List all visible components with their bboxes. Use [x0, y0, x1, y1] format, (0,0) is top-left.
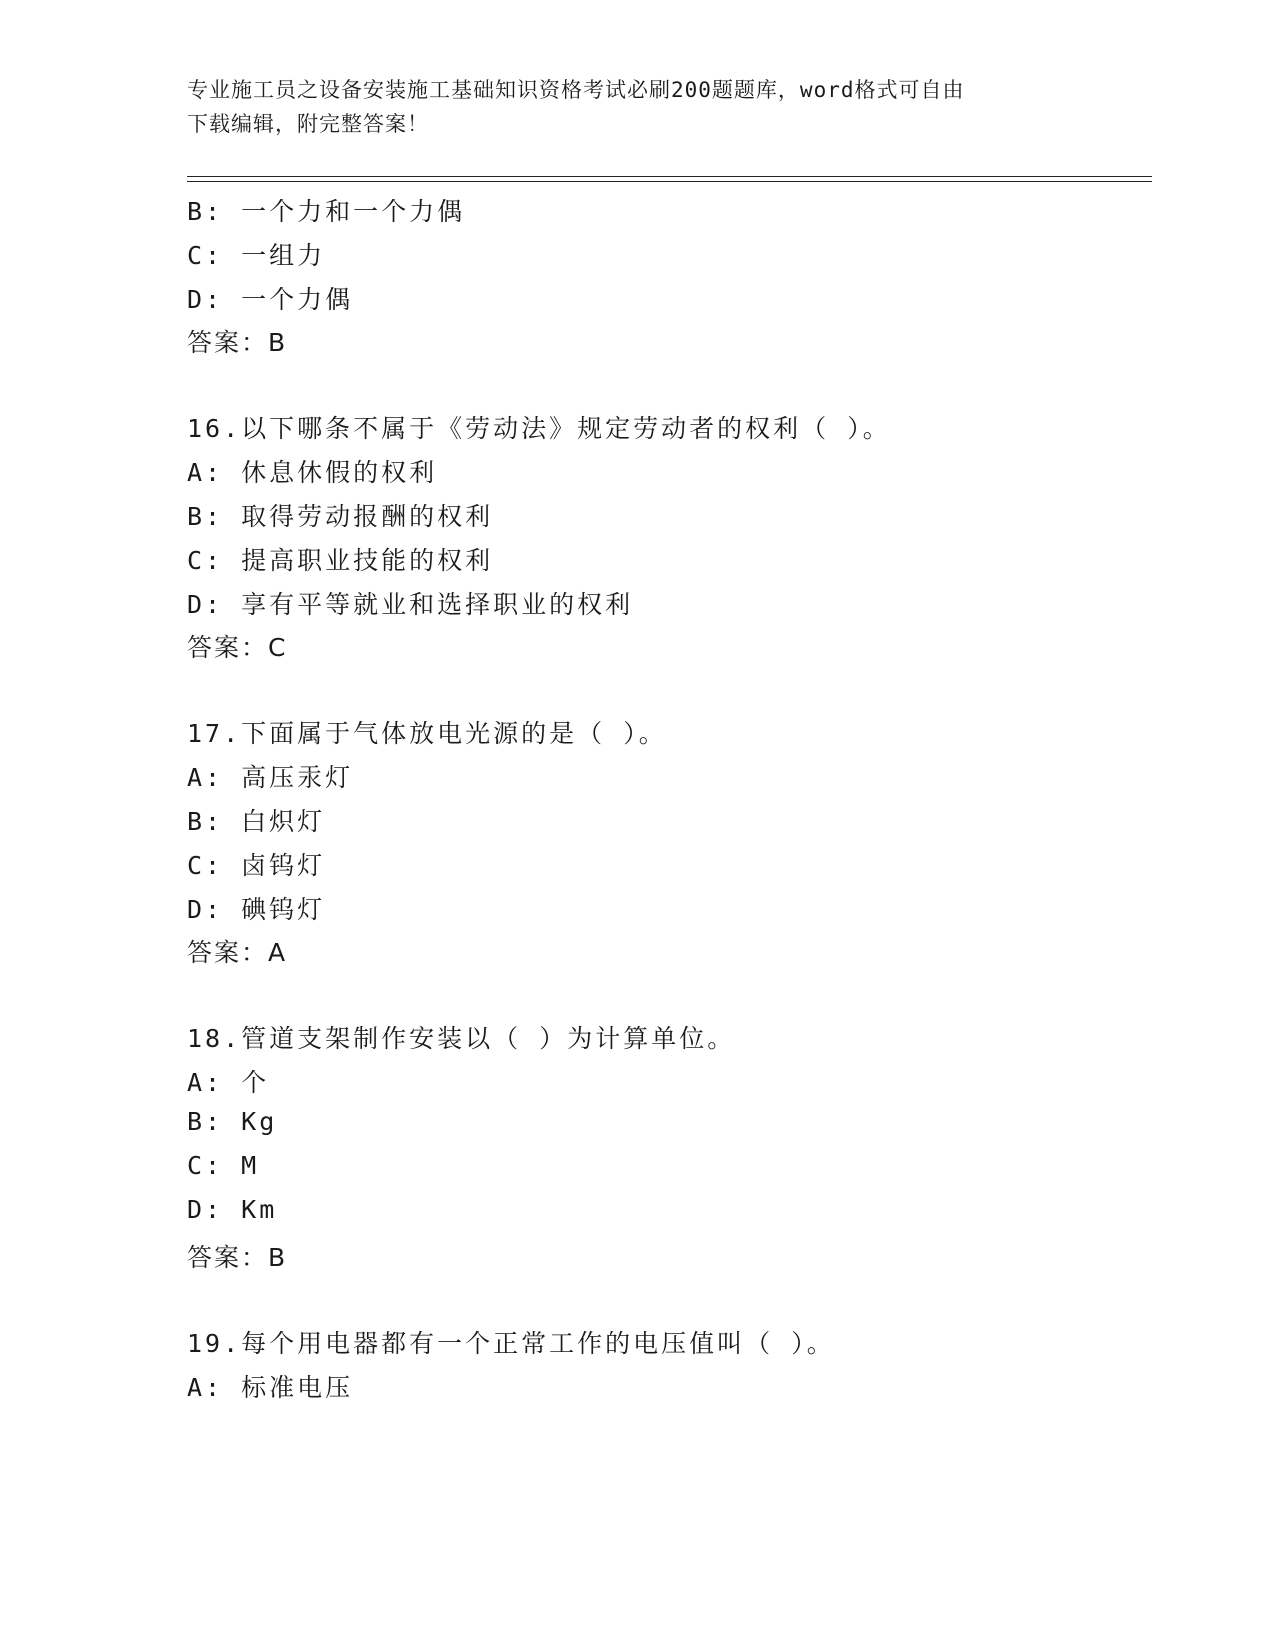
- header-rule-top: [187, 176, 1152, 177]
- option-line: B: 一个力和一个力偶: [187, 197, 466, 226]
- option-line: B: 取得劳动报酬的权利: [187, 502, 494, 531]
- question-line: 19.每个用电器都有一个正常工作的电压值叫（ ）。: [187, 1329, 835, 1358]
- option-line: D: Km: [187, 1195, 278, 1224]
- header-rule-bottom: [187, 181, 1152, 182]
- option-line: A: 标准电压: [187, 1373, 354, 1402]
- option-line: B: 白炽灯: [187, 807, 326, 836]
- document-header: [187, 73, 1087, 141]
- question-line: 16.以下哪条不属于《劳动法》规定劳动者的权利（ ）。: [187, 414, 891, 443]
- option-line: B: Kg: [187, 1107, 278, 1136]
- option-line: C: 卤钨灯: [187, 851, 326, 880]
- answer-line: 答案：B: [187, 1243, 288, 1272]
- option-line: A: 休息休假的权利: [187, 458, 438, 487]
- option-line: A: 高压汞灯: [187, 763, 354, 792]
- header-line-2: 下载编辑，附完整答案！: [187, 112, 429, 136]
- option-line: D: 享有平等就业和选择职业的权利: [187, 590, 634, 619]
- question-line: 17.下面属于气体放电光源的是（ ）。: [187, 719, 667, 748]
- option-line: D: 碘钨灯: [187, 895, 326, 924]
- question-line: 18.管道支架制作安装以（ ）为计算单位。: [187, 1024, 736, 1053]
- header-line-1: 专业施工员之设备安装施工基础知识资格考试必刷200题题库，word格式可自由: [187, 78, 965, 102]
- option-line: A: 个: [187, 1068, 270, 1097]
- option-line: C: 提高职业技能的权利: [187, 546, 494, 575]
- answer-line: 答案：B: [187, 328, 288, 357]
- option-line: C: M: [187, 1151, 260, 1180]
- answer-line: 答案：A: [187, 938, 288, 967]
- option-line: C: 一组力: [187, 241, 326, 270]
- option-line: D: 一个力偶: [187, 285, 354, 314]
- answer-line: 答案：C: [187, 633, 288, 662]
